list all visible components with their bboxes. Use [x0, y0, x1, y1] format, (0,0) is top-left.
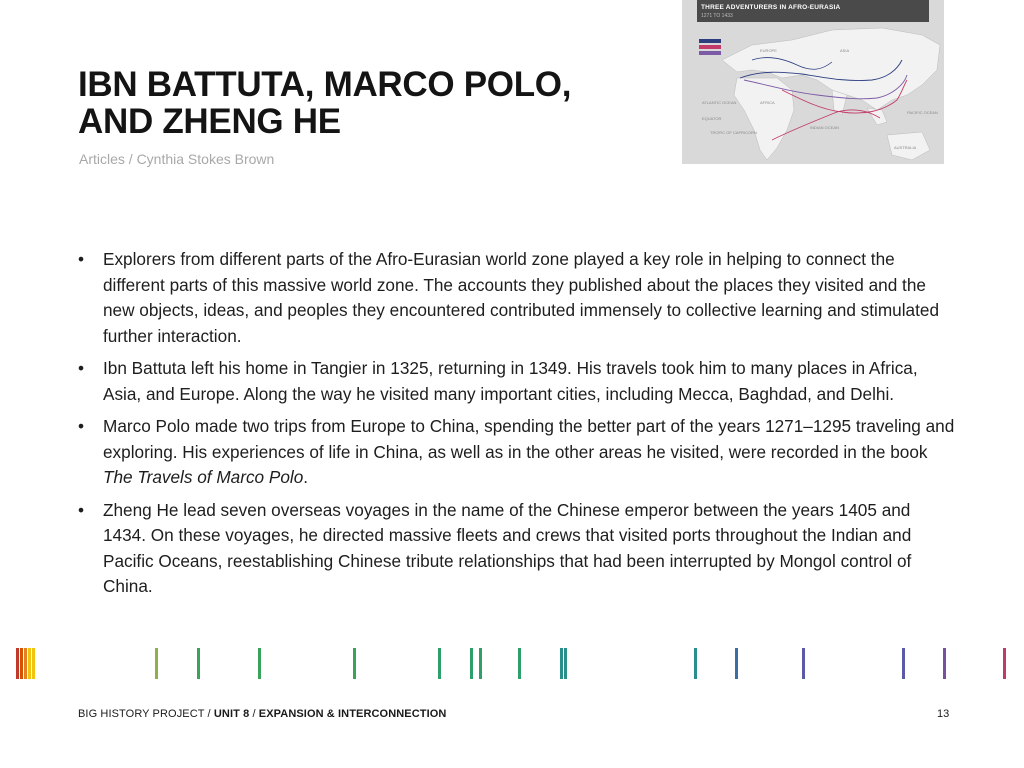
book-title: The Travels of Marco Polo [103, 467, 304, 487]
timeline-tick [479, 648, 482, 679]
bullet-item [78, 356, 958, 407]
map-label-indian-ocean: INDIAN OCEAN [810, 125, 839, 130]
timeline-tick [16, 648, 19, 679]
map-legend [699, 39, 721, 57]
timeline-tick [560, 648, 563, 679]
timeline-tick [564, 648, 567, 679]
timeline-tick [32, 648, 35, 679]
bullet-text: Explorers from different parts of the Afro-Eurasian world zone played a key role in helping to connect the different parts of this massive world zone. The accounts they published about the places they visited and the new objects, ideas, and peoples they encountered contributed immensely to collective learning and stimulated further interaction. [103, 249, 940, 346]
bullet-marker: • [78, 416, 85, 436]
timeline-tick [735, 648, 738, 679]
map-graphic [682, 0, 944, 164]
map-dates: 1271 TO 1433 [701, 13, 733, 19]
timeline-tick [197, 648, 200, 679]
timeline-tick [694, 648, 697, 679]
timeline-tick [28, 648, 31, 679]
bullet-marker: • [78, 358, 85, 378]
footer-separator: / [249, 708, 259, 720]
timeline-tick [353, 648, 356, 679]
bullet-item [78, 414, 958, 491]
map-label-africa: AFRICA [760, 100, 775, 105]
timeline-tick [155, 648, 158, 679]
map-label-pacific: PACIFIC OCEAN [907, 110, 938, 115]
page-title [78, 66, 658, 140]
bullet-list [78, 247, 958, 607]
map-title: THREE ADVENTURERS IN AFRO-EURASIA [701, 4, 841, 11]
legend-swatch-zheng-he [699, 45, 721, 49]
footer-section: EXPANSION & INTERCONNECTION [258, 708, 447, 720]
map-label-tropic: TROPIC OF CAPRICORN [710, 130, 757, 135]
bullet-marker: • [78, 249, 85, 269]
footer-project: BIG HISTORY PROJECT / [78, 708, 214, 720]
legend-swatch-ibn-battuta [699, 39, 721, 43]
timeline-tick [902, 648, 905, 679]
bullet-text [103, 416, 954, 487]
bullet-text-end: . [303, 467, 309, 487]
timeline-tick [943, 648, 946, 679]
map-label-atlantic: ATLANTIC OCEAN [702, 100, 737, 105]
bullet-item [78, 247, 958, 349]
bullet-text-part: Marco Polo made two trips from Europe to China, spending the better part of the years 1271–1295 traveling and exploring. His experiences of life in China, as well as in the other areas he visited, were recorded in the book [103, 416, 955, 462]
footer [78, 708, 446, 720]
map-label-asia: ASIA [840, 48, 850, 53]
bullet-text: Ibn Battuta left his home in Tangier in 1325, returning in 1349. His travels took him to many places in Africa, Asia, and Europe. Along the way he visited many important cities, including Mecca, Baghdad, and Delhi. [103, 358, 918, 404]
map-label-equator: EQUATOR [702, 116, 722, 121]
title-line-1: IBN BATTUTA, MARCO POLO, [78, 65, 572, 104]
timeline-tick [1003, 648, 1006, 679]
timeline-tick [518, 648, 521, 679]
map-label-australia: AUSTRALIA [894, 145, 917, 150]
subtitle: Articles / Cynthia Stokes Brown [79, 151, 275, 167]
timeline-bar [0, 648, 1024, 680]
timeline-tick [24, 648, 27, 679]
timeline-tick [258, 648, 261, 679]
footer-unit: UNIT 8 [213, 708, 250, 720]
timeline-tick [470, 648, 473, 679]
map-label-europe: EUROPE [760, 48, 777, 53]
title-line-2: AND ZHENG HE [78, 102, 341, 141]
timeline-tick [20, 648, 23, 679]
bullet-item [78, 498, 958, 600]
timeline-tick [802, 648, 805, 679]
page-number: 13 [937, 708, 950, 720]
timeline-tick [438, 648, 441, 679]
map-header [697, 0, 929, 22]
legend-swatch-marco-polo [699, 51, 721, 55]
route-map [682, 0, 944, 164]
bullet-marker: • [78, 499, 85, 520]
bullet-text: Zheng He lead seven overseas voyages in the name of the Chinese emperor between the years 1405 and 1434. On these voyages, he directed massive fleets and crews that visited ports throughout the Indian and Pacific Oceans, reestablishing Chinese tribute relationships that had been interrupted by Mongol control of China. [103, 499, 912, 596]
